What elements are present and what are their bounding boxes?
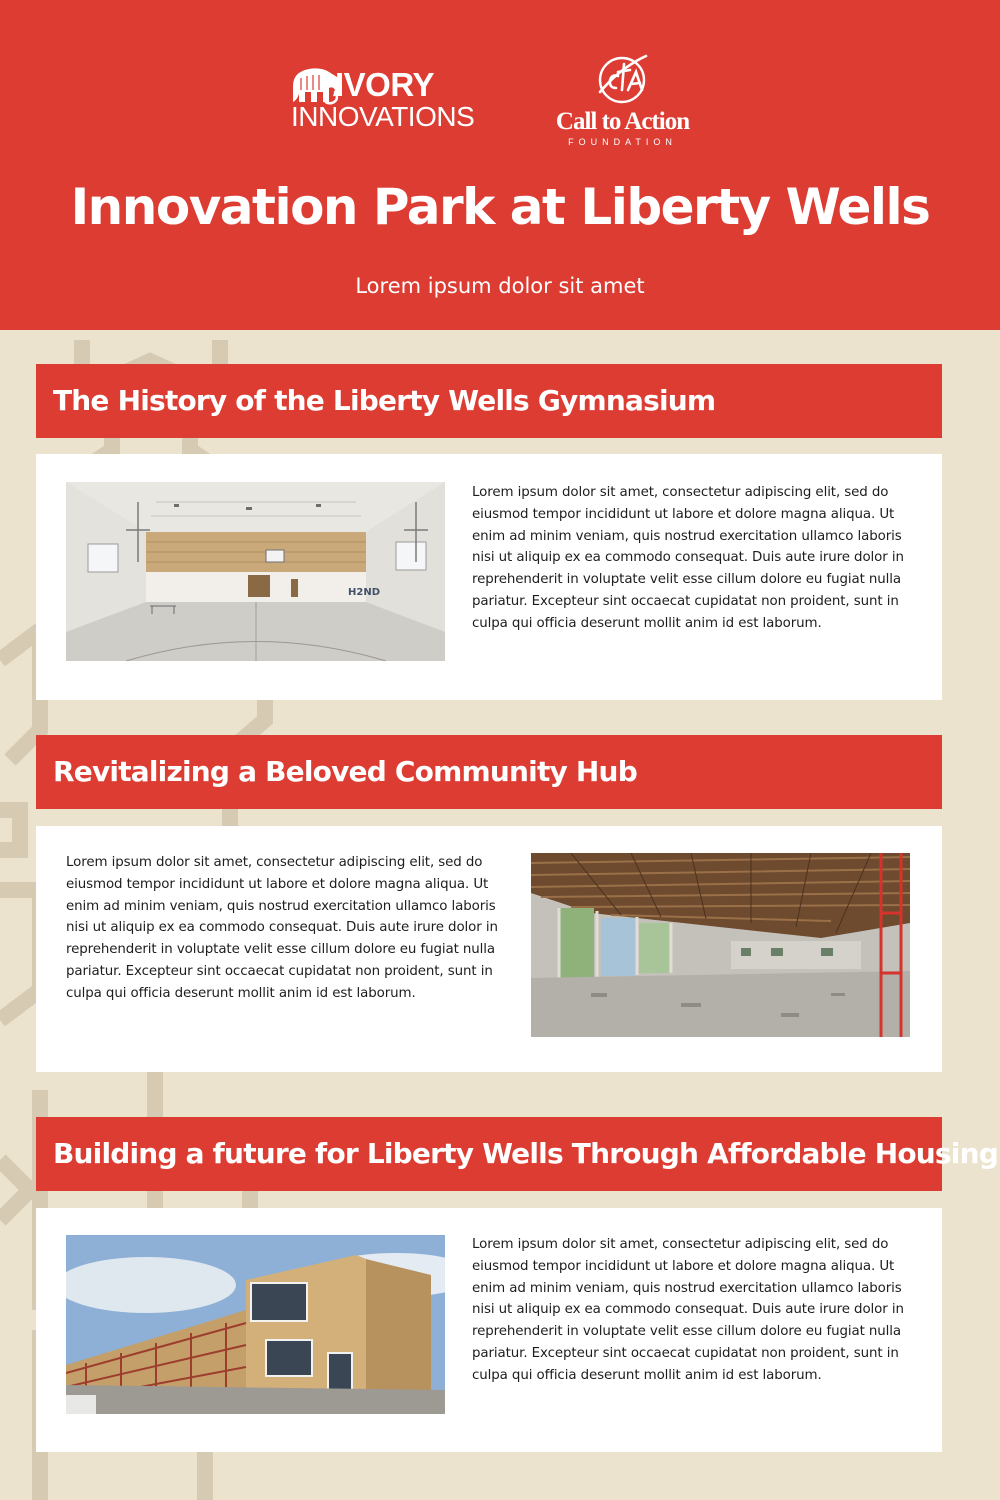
- page-title: Innovation Park at Liberty Wells: [70, 178, 930, 236]
- ivory-logo-word1: IVORY: [335, 66, 434, 103]
- cta-logo-word2: FOUNDATION: [568, 137, 677, 147]
- ivory-logo-word2: INNOVATIONS: [291, 101, 475, 132]
- section-body-text: Lorem ipsum dolor sit amet, consectetur adipiscing elit, sed do eiusmod tempor incididunt ut labore et dolore magna aliqua. Ut enim ad minim veniam, quis nostrud exercitation ullamco laboris nisi ut aliquip ex ea commodo consequat. Duis aute irure dolor in reprehenderit in voluptate velit esse cillum dolore eu fugiat nulla pariatur. Excepteur sint occaecat cupidatat non proident, sunt in culpa qui officia deserunt mollit anim id est laborum.: [66, 855, 498, 1001]
- section-card-revitalizing: [36, 826, 942, 1072]
- section-heading-bar-revitalizing: [36, 735, 942, 809]
- cta-monogram-icon: [592, 50, 652, 108]
- section-heading: The History of the Liberty Wells Gymnasium: [53, 384, 716, 417]
- page-subtitle: Lorem ipsum dolor sit amet: [355, 274, 645, 298]
- renovation-interior-photo: [531, 853, 910, 1037]
- call-to-action-foundation-logo: [540, 50, 705, 150]
- photo-graffiti-text: H2ND: [348, 587, 380, 598]
- section-card-history: [36, 454, 942, 700]
- ivory-innovations-logo: [285, 66, 500, 136]
- section-heading-bar-history: [36, 364, 942, 438]
- section-heading: Building a future for Liberty Wells Through Affordable Housing: [53, 1137, 998, 1170]
- section-heading: Revitalizing a Beloved Community Hub: [53, 755, 637, 788]
- section-card-housing: [36, 1208, 942, 1452]
- section-body-text: Lorem ipsum dolor sit amet, consectetur adipiscing elit, sed do eiusmod tempor incididunt ut labore et dolore magna aliqua. Ut enim ad minim veniam, quis nostrud exercitation ullamco laboris nisi ut aliquip ex ea commodo consequat. Duis aute irure dolor in reprehenderit in voluptate velit esse cillum dolore eu fugiat nulla pariatur. Excepteur sint occaecat cupidatat non proident, sunt in culpa qui officia deserunt mollit anim id est laborum.: [472, 485, 904, 631]
- housing-construction-photo: [66, 1235, 445, 1414]
- section-heading-bar-housing: [36, 1117, 998, 1191]
- gymnasium-interior-photo: [66, 482, 445, 661]
- header-banner: [0, 0, 1000, 330]
- cta-logo-word1: Call to Action: [555, 108, 690, 135]
- section-body-text: Lorem ipsum dolor sit amet, consectetur adipiscing elit, sed do eiusmod tempor incididunt ut labore et dolore magna aliqua. Ut enim ad minim veniam, quis nostrud exercitation ullamco laboris nisi ut aliquip ex ea commodo consequat. Duis aute irure dolor in reprehenderit in voluptate velit esse cillum dolore eu fugiat nulla pariatur. Excepteur sint occaecat cupidatat non proident, sunt in culpa qui officia deserunt mollit anim id est laborum.: [472, 1237, 904, 1383]
